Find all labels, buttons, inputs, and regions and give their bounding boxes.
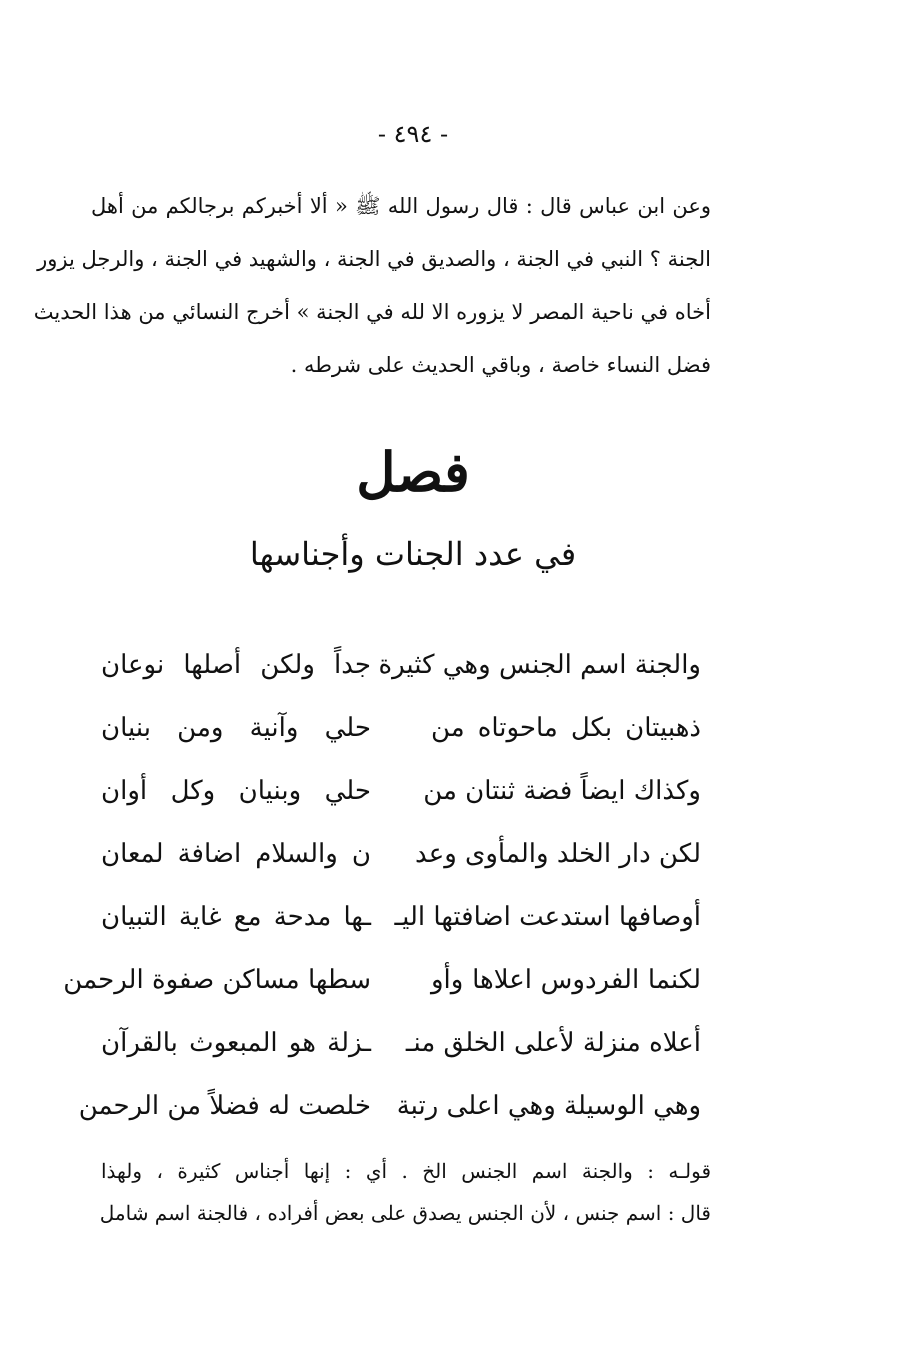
- verse-first-hemistich: لكن دار الخلد والمأوى وعد: [415, 839, 701, 869]
- verse: [101, 703, 701, 766]
- verse: [101, 766, 701, 829]
- verse-second-hemistich: حلي وآنية ومن بنيان: [101, 713, 371, 743]
- intro-line: الجنة ؟ النبي في الجنة ، والصديق في الجنة ، والشهيد في الجنة ، والرجل يزور: [37, 247, 711, 271]
- poem: [63, 640, 701, 1144]
- verse: [78, 1081, 701, 1144]
- verse: [101, 1018, 701, 1081]
- commentary: [101, 1150, 711, 1234]
- verse: [63, 955, 701, 1018]
- verse-second-hemistich: ن والسلام اضافة لمعان: [101, 839, 371, 869]
- verse-second-hemistich: جداً ولكن أصلها نوعان: [101, 650, 371, 680]
- verse-first-hemistich: والجنة اسم الجنس وهي كثيرة: [378, 650, 701, 680]
- commentary-line: قال : اسم جنس ، لأن الجنس يصدق على بعض أفراده ، فالجنة اسم شامل: [99, 1201, 711, 1225]
- intro-line: وعن ابن عباس قال : قال رسول الله ﷺ « ألا أخبركم برجالكم من أهل: [91, 194, 711, 218]
- verse-second-hemistich: ـها مدحة مع غاية التبيان: [101, 902, 371, 932]
- verse-second-hemistich: سطها مساكن صفوة الرحمن: [63, 965, 371, 995]
- verse-first-hemistich: وكذاك ايضاً فضة ثنتان من: [423, 776, 701, 806]
- page-number: - ٤٩٤ -: [377, 120, 449, 148]
- verse: [101, 892, 701, 955]
- verse-second-hemistich: ـزلة هو المبعوث بالقرآن: [101, 1028, 371, 1058]
- verse-first-hemistich: ذهبيتان بكل ماحوتاه من: [431, 713, 701, 743]
- intro-paragraph: [33, 180, 711, 392]
- verse-first-hemistich: أعلاه منزلة لأعلى الخلق منـ: [405, 1028, 701, 1058]
- commentary-line: قولـه : والجنة اسم الجنس الخ . أي : إنها أجناس كثيرة ، ولهذا: [101, 1159, 711, 1183]
- verse: [101, 640, 701, 703]
- verse-second-hemistich: حلي وبنيان وكل أوان: [101, 776, 371, 806]
- section-subtitle: في عدد الجنات وأجناسها: [249, 535, 577, 573]
- verse-first-hemistich: وهي الوسيلة وهي اعلى رتبة: [396, 1091, 701, 1121]
- intro-line: فضل النساء خاصة ، وباقي الحديث على شرطه .: [290, 353, 711, 377]
- section-title: فصل: [356, 440, 470, 504]
- intro-line: أخاه في ناحية المصر لا يزوره الا لله في الجنة » أخرج النسائي من هذا الحديث: [33, 300, 711, 324]
- verse: [101, 829, 701, 892]
- verse-second-hemistich: خلصت له فضلاً من الرحمن: [78, 1091, 371, 1121]
- verse-first-hemistich: أوصافها استدعت اضافتها اليـ: [394, 902, 701, 932]
- verse-first-hemistich: لكنما الفردوس اعلاها وأو: [431, 965, 701, 995]
